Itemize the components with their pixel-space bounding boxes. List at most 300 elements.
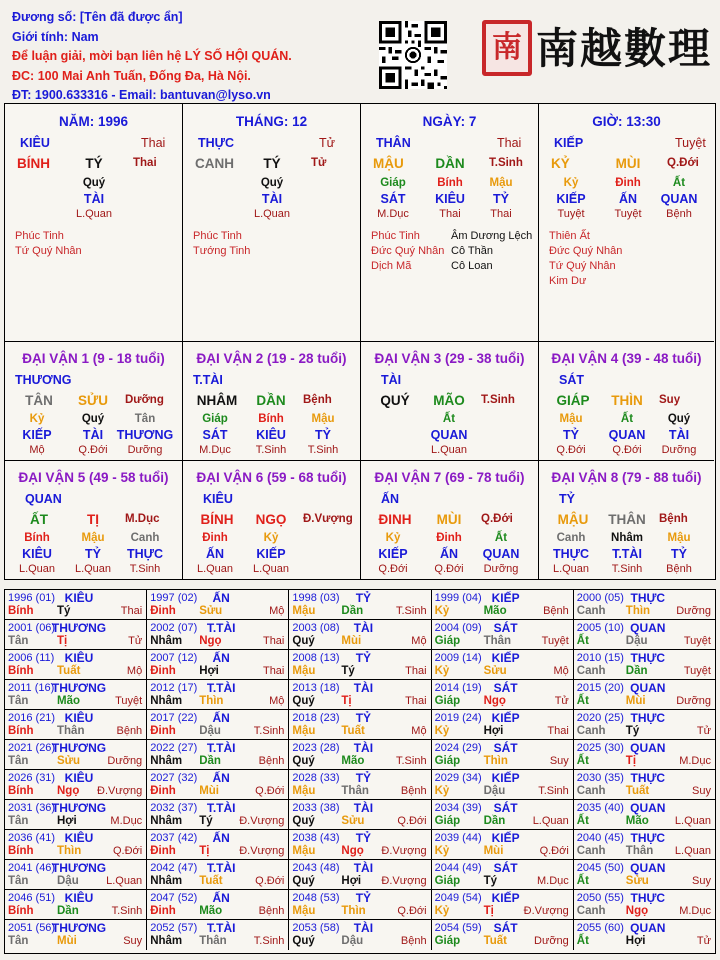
year-stem: Bính <box>8 725 34 737</box>
year-label: 2045 (50) <box>576 862 624 874</box>
hidden-stage: T.Sinh <box>611 563 643 575</box>
annual-luck-cell <box>147 680 289 710</box>
special-star: Tứ Quý Nhân <box>15 245 82 257</box>
annual-luck-cell <box>147 590 289 620</box>
year-label: 2053 (58) <box>292 922 340 934</box>
year-branch: Mão <box>341 755 365 767</box>
year-stem: Giáp <box>434 815 461 827</box>
year-star: KIẾP <box>491 831 520 845</box>
heavenly-stem: CANH <box>195 156 234 171</box>
year-label: 2002 (07) <box>150 622 198 634</box>
hidden-stem: Bính <box>437 177 463 189</box>
annual-luck-cell <box>574 800 715 830</box>
year-label: 2007 (12) <box>150 652 198 664</box>
year-branch: Dậu <box>341 935 364 947</box>
heavenly-stem: MẬU <box>373 156 404 171</box>
year-stem: Đinh <box>150 605 176 617</box>
annual-luck-cell <box>432 740 574 770</box>
hidden-stem: Ất <box>442 413 456 425</box>
year-branch: Mùi <box>625 695 646 707</box>
hidden-stem: Bính <box>258 413 284 425</box>
annual-luck-cell <box>5 680 147 710</box>
annual-luck-cell <box>574 920 715 950</box>
year-stage: Đ.Vượng <box>239 845 285 857</box>
year-branch: Thân <box>341 785 369 797</box>
year-stage: Đ.Vượng <box>523 905 569 917</box>
year-stage: Dưỡng <box>676 695 711 707</box>
year-stage: Tuyệt <box>541 635 569 647</box>
hidden-star: TỶ <box>315 428 331 442</box>
year-label: 2027 (32) <box>150 772 198 784</box>
annual-luck-cell <box>5 770 147 800</box>
pillar-star-stage: Tử <box>319 136 336 150</box>
hidden-stem: Mậu <box>311 413 335 425</box>
year-branch: Tuất <box>199 875 223 887</box>
year-star: TỶ <box>355 771 372 785</box>
annual-luck-cell <box>147 890 289 920</box>
year-label: 2043 (48) <box>292 862 340 874</box>
year-branch: Thân <box>483 635 512 647</box>
dai-van-cell <box>539 461 714 579</box>
year-label: 2047 (52) <box>150 892 198 904</box>
year-stem: Canh <box>576 665 606 677</box>
annual-luck-cell <box>432 710 574 740</box>
hidden-star: KIÊU <box>435 192 465 206</box>
year-stem: Canh <box>576 605 606 617</box>
year-star: SÁT <box>493 621 518 635</box>
hidden-stage: Bệnh <box>666 563 692 575</box>
dai-van-branch: MÃO <box>433 393 465 408</box>
year-branch: Mão <box>57 695 80 707</box>
hidden-stage: Q.Đới <box>612 444 642 456</box>
year-stem: Giáp <box>434 695 461 707</box>
hidden-stage: Q.Đới <box>556 444 586 456</box>
year-stem: Mậu <box>292 665 316 677</box>
year-stem: Nhâm <box>150 815 183 827</box>
special-star: Đức Quý Nhân <box>371 245 445 257</box>
year-label: 2033 (38) <box>292 802 340 814</box>
year-star: SÁT <box>493 921 518 935</box>
gender: Giới tính: Nam <box>12 29 99 44</box>
dai-van-star: ẤN <box>381 492 400 506</box>
hidden-stem: Đinh <box>436 532 462 544</box>
pillar-star-stage: Thai <box>497 136 522 150</box>
earthly-branch: MÙI <box>615 156 641 171</box>
year-label: 2011 (16) <box>8 682 55 694</box>
year-stem: Canh <box>576 785 606 797</box>
hidden-star: TỶ <box>671 547 687 561</box>
hidden-star: QUAN <box>430 428 468 442</box>
year-stage: Bệnh <box>116 725 143 737</box>
year-branch: Sửu <box>483 665 507 677</box>
year-stem: Giáp <box>434 755 461 767</box>
hidden-star: THỰC <box>552 547 590 561</box>
year-branch: Sửu <box>625 875 649 887</box>
hidden-star: KIẾP <box>556 192 586 206</box>
year-star: ẤN <box>212 831 230 845</box>
year-star: THỰC <box>630 891 666 905</box>
year-branch: Dậu <box>57 875 79 887</box>
year-stage: Mộ <box>553 665 569 677</box>
chart-header <box>12 8 372 106</box>
dai-van-cell <box>5 461 183 579</box>
year-stage: Bệnh <box>543 605 569 617</box>
year-star: TỶ <box>355 651 372 665</box>
year-label: 2032 (37) <box>150 802 198 814</box>
year-stage: T.Sinh <box>396 755 427 767</box>
dai-van-star: KIÊU <box>203 492 233 506</box>
qr-code-icon <box>379 21 447 89</box>
year-star: TỶ <box>355 831 372 845</box>
year-stage: Q.Đới <box>397 815 427 827</box>
annual-luck-cell <box>289 830 431 860</box>
year-stem: Nhâm <box>150 635 183 647</box>
annual-luck-cell <box>574 620 715 650</box>
year-stem: Đinh <box>150 665 176 677</box>
year-label: 2028 (33) <box>292 772 340 784</box>
year-label: 2004 (09) <box>434 622 482 634</box>
hidden-stage: Thai <box>439 208 461 220</box>
year-star: ẤN <box>212 711 230 725</box>
year-stem: Kỷ <box>434 845 450 857</box>
year-star: KIẾP <box>491 891 520 905</box>
year-stem: Mậu <box>292 785 316 797</box>
owner-name: Đương số: [Tên đã được ẩn] <box>12 10 183 24</box>
special-star: Cô Loan <box>451 260 493 272</box>
hidden-stage: L.Quan <box>196 563 234 575</box>
hidden-stage: Dưỡng <box>483 563 519 575</box>
hidden-stage: Mộ <box>29 444 45 456</box>
hidden-stem: Nhâm <box>611 532 643 544</box>
year-star: KIÊU <box>64 711 94 725</box>
year-label: 2051 (56) <box>8 922 56 934</box>
year-branch: Mùi <box>341 635 362 647</box>
year-star: TÀI <box>353 621 374 635</box>
annual-luck-cell <box>432 680 574 710</box>
year-star: THỰC <box>630 831 666 845</box>
branch-stage: Thai <box>133 157 157 169</box>
year-stem: Ất <box>576 875 589 887</box>
year-star: KIÊU <box>64 771 94 785</box>
annual-luck-cell <box>147 620 289 650</box>
hidden-star: KIẾP <box>256 547 286 561</box>
annual-luck-cell <box>5 920 147 950</box>
year-stem: Nhâm <box>150 695 183 707</box>
year-label: 2025 (30) <box>576 742 624 754</box>
year-stage: Dưỡng <box>534 935 569 947</box>
year-stem: Ất <box>576 755 589 767</box>
year-branch: Thân <box>625 845 654 857</box>
year-stage: Q.Đới <box>397 905 427 917</box>
year-stem: Tân <box>8 815 29 827</box>
year-stage: Tuyệt <box>683 665 711 677</box>
hidden-stage: Tuyệt <box>557 208 585 220</box>
earthly-branch: DẦN <box>435 156 465 171</box>
year-label: 2010 (15) <box>576 652 624 664</box>
year-label: 2031 (36) <box>8 802 56 814</box>
year-star: T.TÀI <box>206 681 236 695</box>
year-branch: Hợi <box>625 935 646 947</box>
hidden-stage: L.Quan <box>253 208 291 220</box>
earthly-branch: TÝ <box>85 156 103 171</box>
dai-van-stage: Bệnh <box>303 394 332 406</box>
year-branch: Hợi <box>199 665 219 677</box>
dai-van-star: THƯƠNG <box>15 373 72 387</box>
annual-luck-table <box>4 589 716 954</box>
annual-luck-cell <box>5 590 147 620</box>
annual-luck-cell <box>5 860 147 890</box>
dai-van-stage: T.Sinh <box>481 394 515 406</box>
annual-luck-cell <box>574 650 715 680</box>
hidden-stem: Mậu <box>81 532 105 544</box>
annual-luck-cell <box>5 800 147 830</box>
year-stage: Suy <box>692 785 711 797</box>
annual-luck-cell <box>432 830 574 860</box>
dai-van-cell <box>361 342 539 460</box>
annual-luck-cell <box>574 680 715 710</box>
year-branch: Thân <box>199 935 227 947</box>
year-label: 2024 (29) <box>434 742 482 754</box>
annual-luck-cell <box>574 590 715 620</box>
year-stem: Bính <box>8 785 34 797</box>
year-star: KIÊU <box>64 891 94 905</box>
year-star: KIẾP <box>491 651 520 665</box>
year-branch: Ngọ <box>199 635 222 647</box>
year-stage: Bệnh <box>400 785 427 797</box>
year-branch: Tý <box>625 725 640 737</box>
year-label: 2052 (57) <box>150 922 198 934</box>
year-stage: Tử <box>128 635 143 647</box>
year-stage: T.Sinh <box>396 605 427 617</box>
hidden-stage: L.Quan <box>430 444 468 456</box>
annual-luck-cell <box>5 890 147 920</box>
hidden-stage: Bệnh <box>666 208 692 220</box>
contact-note: Để luận giải, mời bạn liên hệ LÝ SỐ HỘI QUÁN. <box>12 49 292 63</box>
special-star: Thiên Ất <box>549 230 590 242</box>
year-label: 2020 (25) <box>576 712 624 724</box>
year-label: 2013 (18) <box>292 682 340 694</box>
year-label: 2041 (46) <box>8 862 56 874</box>
year-label: 2046 (51) <box>8 892 56 904</box>
year-stage: L.Quan <box>106 875 143 887</box>
heavenly-stem: BÍNH <box>17 156 50 171</box>
year-branch: Dậu <box>483 785 506 797</box>
year-star: THƯƠNG <box>51 861 107 875</box>
dai-van-title: ĐẠI VẬN 8 (79 - 88 tuổi) <box>551 470 702 485</box>
dai-van-cell <box>361 461 539 579</box>
year-label: 2054 (59) <box>434 922 482 934</box>
year-stem: Giáp <box>434 935 461 947</box>
year-stage: Bệnh <box>400 935 427 947</box>
hidden-stem: Kỷ <box>29 413 45 425</box>
year-star: TÀI <box>353 801 374 815</box>
year-star: ẤN <box>212 891 230 905</box>
year-label: 2000 (05) <box>576 592 624 604</box>
annual-luck-cell <box>432 920 574 950</box>
year-stem: Tân <box>8 695 29 707</box>
annual-luck-cell <box>289 770 431 800</box>
year-star: KIÊU <box>64 831 94 845</box>
dai-van-branch: THÌN <box>611 393 643 408</box>
year-stage: Mộ <box>411 725 427 737</box>
pillar-star: KIÊU <box>20 136 50 150</box>
hidden-star: KIÊU <box>22 547 52 561</box>
year-stage: Bệnh <box>258 905 285 917</box>
year-label: 2038 (43) <box>292 832 340 844</box>
year-branch: Mùi <box>57 935 77 947</box>
dai-van-star: TỶ <box>559 492 575 506</box>
year-stem: Tân <box>8 755 29 767</box>
dai-van-cell <box>183 342 361 460</box>
annual-luck-cell <box>147 650 289 680</box>
dai-van-stem: MẬU <box>557 512 589 527</box>
hidden-star: KIẾP <box>22 428 52 442</box>
hidden-star: TỶ <box>493 192 509 206</box>
hidden-star: SÁT <box>380 192 406 206</box>
year-stem: Tân <box>8 875 29 887</box>
year-label: 2040 (45) <box>576 832 624 844</box>
year-star: QUAN <box>630 801 666 815</box>
pillar-title: NGÀY: 7 <box>422 114 477 129</box>
year-star: KIÊU <box>64 591 94 605</box>
hidden-stem: Kỷ <box>563 177 579 189</box>
year-label: 2014 (19) <box>434 682 482 694</box>
dai-van-title: ĐẠI VẬN 6 (59 - 68 tuổi) <box>196 470 347 485</box>
hidden-stage: Q.Đới <box>78 444 108 456</box>
hidden-stem: Canh <box>556 532 586 544</box>
year-branch: Thìn <box>341 905 366 917</box>
branch-stage: Tử <box>311 157 327 169</box>
year-star: TỶ <box>355 891 372 905</box>
year-label: 2019 (24) <box>434 712 482 724</box>
year-branch: Mão <box>483 605 507 617</box>
annual-luck-cell <box>574 770 715 800</box>
year-branch: Dần <box>341 605 364 617</box>
year-stem: Bính <box>8 905 34 917</box>
year-star: TÀI <box>353 681 374 695</box>
year-stem: Quý <box>292 935 315 947</box>
year-branch: Ngọ <box>483 695 506 707</box>
brand-logo <box>478 6 718 86</box>
year-branch: Dậu <box>199 725 221 737</box>
dai-van-cell <box>5 342 183 460</box>
year-stage: Thai <box>262 665 285 677</box>
special-star: Kim Dư <box>549 275 587 287</box>
hidden-stem: Kỷ <box>385 532 401 544</box>
year-stage: Tử <box>554 695 569 707</box>
year-stem: Quý <box>292 815 315 827</box>
hidden-stage: T.Sinh <box>307 444 339 456</box>
hidden-stage: T.Sinh <box>129 563 161 575</box>
annual-luck-cell <box>289 860 431 890</box>
annual-luck-cell <box>432 650 574 680</box>
year-star: T.TÀI <box>206 741 236 755</box>
year-label: 2036 (41) <box>8 832 56 844</box>
year-label: 2048 (53) <box>292 892 340 904</box>
year-label: 1999 (04) <box>434 592 482 604</box>
hidden-star: T.TÀI <box>612 547 642 561</box>
year-stage: T.Sinh <box>111 905 143 917</box>
year-stage: L.Quan <box>674 815 711 827</box>
special-star: Đức Quý Nhân <box>549 245 623 257</box>
year-star: ẤN <box>212 591 230 605</box>
hidden-star: THƯƠNG <box>116 428 174 442</box>
dai-van-branch: SỬU <box>78 393 108 408</box>
year-branch: Thìn <box>199 695 224 707</box>
year-stem: Kỷ <box>434 605 450 617</box>
special-star: Âm Dương Lệch <box>451 230 533 242</box>
year-stage: Q.Đới <box>539 845 569 857</box>
year-branch: Thìn <box>625 605 651 617</box>
year-branch: Tị <box>483 905 494 917</box>
year-stage: Mộ <box>126 665 143 677</box>
annual-luck-cell <box>5 830 147 860</box>
year-stem: Canh <box>576 725 606 737</box>
hidden-star: THỰC <box>126 547 164 561</box>
year-label: 2044 (49) <box>434 862 482 874</box>
hidden-stage: Q.Đới <box>378 563 408 575</box>
year-star: QUAN <box>630 861 666 875</box>
annual-luck-cell <box>147 920 289 950</box>
dai-van-cell <box>183 461 361 579</box>
hidden-star: QUAN <box>660 192 698 206</box>
year-stem: Kỷ <box>434 725 450 737</box>
annual-luck-cell <box>574 740 715 770</box>
pillar-cell <box>5 104 183 341</box>
hidden-stem: Mậu <box>559 413 583 425</box>
year-star: THỰC <box>630 651 666 665</box>
year-stem: Nhâm <box>150 875 183 887</box>
annual-luck-cell <box>5 710 147 740</box>
hidden-stage: L.Quan <box>552 563 590 575</box>
annual-luck-cell <box>289 650 431 680</box>
pillar-title: THÁNG: 12 <box>235 114 308 129</box>
dai-van-title: ĐẠI VẬN 2 (19 - 28 tuổi) <box>196 351 347 366</box>
dai-van-star: TÀI <box>381 373 402 387</box>
address: ĐC: 100 Mai Anh Tuấn, Đống Đa, Hà Nội. <box>12 68 251 83</box>
dai-van-cell <box>539 342 714 460</box>
hidden-stem: Đinh <box>202 532 228 544</box>
hidden-stem: Ất <box>620 413 634 425</box>
bazi-chart-grid <box>4 103 716 580</box>
pillar-cell <box>183 104 361 341</box>
annual-luck-cell <box>574 830 715 860</box>
dai-van-stage: Bệnh <box>659 513 688 525</box>
year-stem: Canh <box>576 845 606 857</box>
year-label: 2029 (34) <box>434 772 482 784</box>
hidden-stage: M.Dục <box>377 208 409 220</box>
year-star: T.TÀI <box>206 801 236 815</box>
year-stage: Mộ <box>269 605 285 617</box>
year-branch: Tý <box>57 605 71 617</box>
year-branch: Ngọ <box>57 785 80 797</box>
year-star: T.TÀI <box>206 921 236 935</box>
dai-van-title: ĐẠI VẬN 1 (9 - 18 tuổi) <box>22 351 165 366</box>
dai-van-stem: ẤT <box>30 512 48 527</box>
year-star: KIẾP <box>491 771 520 785</box>
year-label: 2017 (22) <box>150 712 198 724</box>
year-branch: Ngọ <box>341 845 364 857</box>
year-star: THƯƠNG <box>51 741 107 755</box>
hidden-stem: Quý <box>81 413 105 425</box>
year-label: 1996 (01) <box>8 592 56 604</box>
year-stem: Kỷ <box>434 665 450 677</box>
year-label: 2006 (11) <box>8 652 55 664</box>
year-branch: Dần <box>625 665 648 677</box>
year-stem: Bính <box>8 665 34 677</box>
hidden-stage: Thai <box>490 208 512 220</box>
annual-luck-cell <box>432 770 574 800</box>
